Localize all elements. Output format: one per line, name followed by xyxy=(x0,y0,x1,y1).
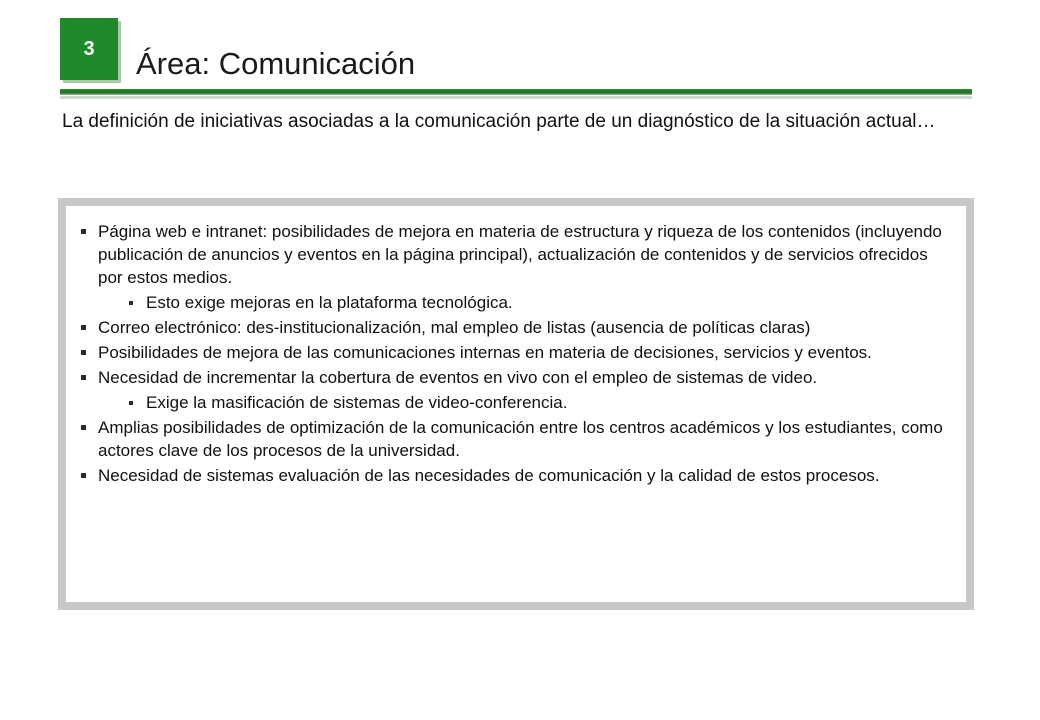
content-panel xyxy=(58,198,974,610)
square-bullet-icon xyxy=(129,301,133,305)
bullet-text: Página web e intranet: posibilidades de mejora en materia de estructura y riqueza de los contenidos (incluyendo publicación de anuncios y eventos en la página principal), actualización de contenidos y de servicios ofrecidos por estos medios. xyxy=(98,222,942,287)
content-panel-inner xyxy=(66,206,966,602)
page-title: Área: Comunicación xyxy=(136,46,416,81)
bullet-item xyxy=(80,464,952,487)
bullet-text: Esto exige mejoras en la plataforma tecnológica. xyxy=(146,293,513,312)
intro-text: La definición de iniciativas asociadas a la comunicación parte de un diagnóstico de la situación actual… xyxy=(62,111,936,132)
square-bullet-icon xyxy=(81,375,86,380)
sub-bullet-item xyxy=(128,391,952,414)
bullet-item xyxy=(80,341,952,364)
title-underline-shadow xyxy=(60,96,972,99)
section-number-badge xyxy=(60,18,118,80)
bullet-list xyxy=(80,220,952,487)
bullet-item xyxy=(80,220,952,289)
square-bullet-icon xyxy=(81,473,86,478)
section-number: 3 xyxy=(83,37,95,60)
bullet-item xyxy=(80,366,952,389)
title-underline xyxy=(60,89,972,95)
square-bullet-icon xyxy=(129,401,133,405)
sub-bullet-item xyxy=(128,291,952,314)
bullet-item xyxy=(80,316,952,339)
bullet-text: Necesidad de incrementar la cobertura de eventos en vivo con el empleo de sistemas de video. xyxy=(98,368,818,387)
square-bullet-icon xyxy=(81,229,86,234)
bullet-text: Amplias posibilidades de optimización de la comunicación entre los centros académicos y los estudiantes, como actores clave de los procesos de la universidad. xyxy=(98,418,943,460)
square-bullet-icon xyxy=(81,325,86,330)
bullet-text: Exige la masificación de sistemas de video-conferencia. xyxy=(146,393,568,412)
bullet-text: Posibilidades de mejora de las comunicaciones internas en materia de decisiones, servicios y eventos. xyxy=(98,343,872,362)
bullet-text: Necesidad de sistemas evaluación de las necesidades de comunicación y la calidad de estos procesos. xyxy=(98,466,880,485)
square-bullet-icon xyxy=(81,350,86,355)
bullet-item xyxy=(80,416,952,462)
bullet-text: Correo electrónico: des-institucionalización, mal empleo de listas (ausencia de políticas claras) xyxy=(98,318,811,337)
square-bullet-icon xyxy=(81,425,86,430)
